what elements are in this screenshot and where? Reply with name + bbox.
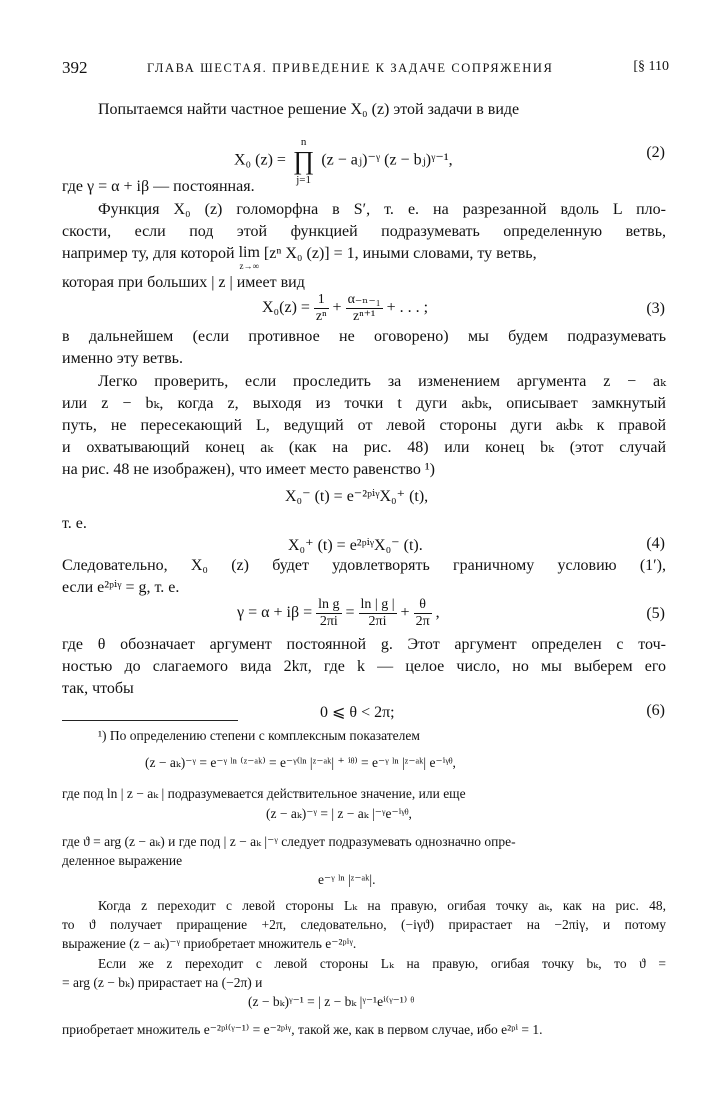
limit-label: lim — [238, 244, 260, 261]
footnote-line: выражение (z − aₖ)⁻ᵞ приобретает множитель e⁻²ᵖⁱᵞ. — [62, 936, 357, 951]
text-line: именно эту ветвь. — [62, 350, 183, 367]
fraction — [314, 292, 329, 325]
text-line: где θ обозначает аргумент постоянной g. Этот аргумент определен с точ- — [62, 636, 666, 653]
page-number: 392 — [62, 58, 88, 77]
footnote-rule — [62, 720, 238, 721]
text-line: путь, не пересекающий L, ведущий от левой стороны дуги aₖbₖ к правой — [62, 417, 666, 434]
footnote-line: = arg (z − bₖ) прирастает на (−2π) и — [62, 975, 263, 990]
numerator: ln g — [318, 597, 340, 612]
text-line: которая при больших | z | имеет вид — [62, 274, 305, 291]
equation-number: (6) — [646, 702, 665, 719]
fraction — [346, 292, 383, 325]
chapter-title: ГЛАВА ШЕСТАЯ. ПРИВЕДЕНИЕ К ЗАДАЧЕ СОПРЯЖЕНИЯ — [147, 61, 554, 75]
plus-sign: + — [400, 604, 410, 622]
footnote-line: приобретает множитель e⁻²ᵖⁱ⁽ᵞ⁻¹⁾ = e⁻²ᵖⁱᵞ, такой же, как в первом случае, ибо e²ᵖⁱ = 1. — [62, 1022, 543, 1037]
equation-3: X₀(z) = $\frac{1}{\text{zⁿ}}$ + $\frac{\text{α₋ₙ₋₁}}{\text{zⁿ⁺¹}}$ + . . . ; — [262, 292, 429, 324]
equation-number: (3) — [646, 300, 665, 317]
text-line — [62, 244, 666, 270]
text-line: Следовательно, X₀ (z) будет удовлетворять граничному условию (1′), — [62, 557, 666, 574]
text-line: где γ = α + iβ — постоянная. — [62, 178, 255, 195]
equation-boundary: X₀⁻ (t) = e⁻²ᵖⁱᵞX₀⁺ (t), — [285, 488, 429, 505]
numerator: α₋ₙ₋₁ — [347, 292, 381, 307]
footnote-equation: (z − aₖ)⁻ᵞ = | z − aₖ |⁻ᵞe⁻ⁱᵞᶿ, — [266, 806, 412, 821]
footnote-equation: e⁻ᵞ ˡⁿ |ᶻ⁻ᵃᵏ|. — [318, 872, 376, 887]
text-line: в дальнейшем (если противное не оговорено) мы будем подразумевать — [62, 328, 666, 345]
footnote-line: где под ln | z − aₖ | подразумевается действительное значение, или еще — [62, 786, 466, 801]
text-line: Попытаемся найти частное решение X₀ (z) этой задачи в виде — [98, 101, 520, 118]
text-line: и охватывающий конец aₖ (как на рис. 48) или конец bₖ (этот случай — [62, 439, 666, 456]
equation-rhs: (z − aⱼ)⁻ᵞ (z − bⱼ)ᵞ⁻¹, — [321, 151, 453, 169]
text-line: ностью до слагаемого вида 2kπ, где k — целое число, но мы выберем его — [62, 658, 666, 675]
text-line: скости, если под этой функцией подразумевать определенную ветвь, — [62, 223, 666, 240]
equation-4: X₀⁺ (t) = e²ᵖⁱᵞX₀⁻ (t). — [288, 537, 423, 554]
footnote-line: Когда z переходит с левой стороны Lₖ на правую, огибая точку aₖ, как на рис. 48, — [98, 898, 666, 913]
equation-number: (2) — [646, 144, 665, 161]
equation-lhs: X₀ (z) = — [234, 151, 286, 169]
limit-operator — [239, 244, 260, 270]
equation-tail: , — [435, 604, 440, 622]
equation-lhs: γ = α + iβ = — [237, 604, 313, 622]
text-line: т. е. — [62, 515, 87, 532]
text-fragment: например ту, для которой — [62, 245, 235, 262]
numerator: 1 — [314, 292, 329, 309]
denominator: zⁿ⁺¹ — [353, 309, 376, 324]
text-line: так, чтобы — [62, 680, 134, 697]
equation-number: (5) — [646, 605, 665, 622]
text-line: или z − bₖ, когда z, выходя из точки t дуги aₖbₖ, описывает замкнутый — [62, 395, 666, 412]
equals-sign: = — [345, 604, 355, 622]
fraction — [414, 597, 432, 630]
denominator: 2π — [415, 614, 430, 629]
section-marker: [§ 110 — [633, 59, 669, 74]
text-fragment: [zⁿ X₀ (z)] = 1, иными словами, ту ветвь, — [263, 245, 537, 262]
text-line: Легко проверить, если проследить за изменением аргумента z − aₖ — [98, 373, 666, 390]
numerator: ln | g | — [360, 597, 395, 612]
equation-6: 0 ⩽ θ < 2π; — [320, 704, 395, 721]
footnote-line: то ϑ получает приращение +2π, следовательно, (−iγϑ) прирастает на −2πiγ, и потому — [62, 917, 666, 932]
footnote-equation: (z − bₖ)ᵞ⁻¹ = | z − bₖ |ᵞ⁻¹eⁱ⁽ᵞ⁻¹⁾ ᶿ — [248, 994, 415, 1009]
running-header — [62, 58, 669, 80]
equation-number: (4) — [646, 535, 665, 552]
product-operator: n ∏ j=1 — [292, 136, 315, 186]
equation-tail: + . . . ; — [386, 299, 429, 317]
footnote-equation: (z − aₖ)⁻ᵞ = e⁻ᵞ ˡⁿ ⁽ᶻ⁻ᵃᵏ⁾ = e⁻ᵞ⁽ˡⁿ |ᶻ⁻ᵃᵏ| ⁺ ⁱᶿ⁾ = e⁻ᵞ ˡⁿ |ᶻ⁻ᵃᵏ| e⁻ⁱᵞᶿ, — [145, 755, 456, 770]
fraction — [316, 597, 341, 630]
denominator: 2πi — [368, 614, 387, 629]
limit-subscript: z→∞ — [239, 261, 259, 271]
text-line: Функция X₀ (z) голоморфна в S′, т. е. на разрезанной вдоль L пло- — [98, 201, 666, 218]
text-line: на рис. 48 не изображен), что имеет место равенство ¹) — [62, 461, 435, 478]
fraction — [359, 597, 397, 630]
denominator: 2πi — [319, 614, 338, 629]
text-line: если e²ᵖⁱᵞ = g, т. е. — [62, 579, 180, 596]
footnote-line: Если же z переходит с левой стороны Lₖ на правую, огибая точку bₖ, то ϑ = — [98, 956, 666, 971]
footnote-line: деленное выражение — [62, 853, 183, 868]
denominator: zⁿ — [315, 309, 327, 324]
footnote-line: ¹) По определению степени с комплексным показателем — [98, 728, 420, 743]
numerator: θ — [414, 597, 432, 614]
footnote-line: где ϑ = arg (z − aₖ) и где под | z − aₖ |⁻ᵞ следует подразумевать однозначно опре- — [62, 834, 516, 849]
equation-lhs: X₀(z) = — [262, 299, 310, 317]
product-lower: j=1 — [296, 174, 311, 186]
product-upper: n — [300, 136, 307, 148]
equation-5 — [237, 597, 440, 630]
